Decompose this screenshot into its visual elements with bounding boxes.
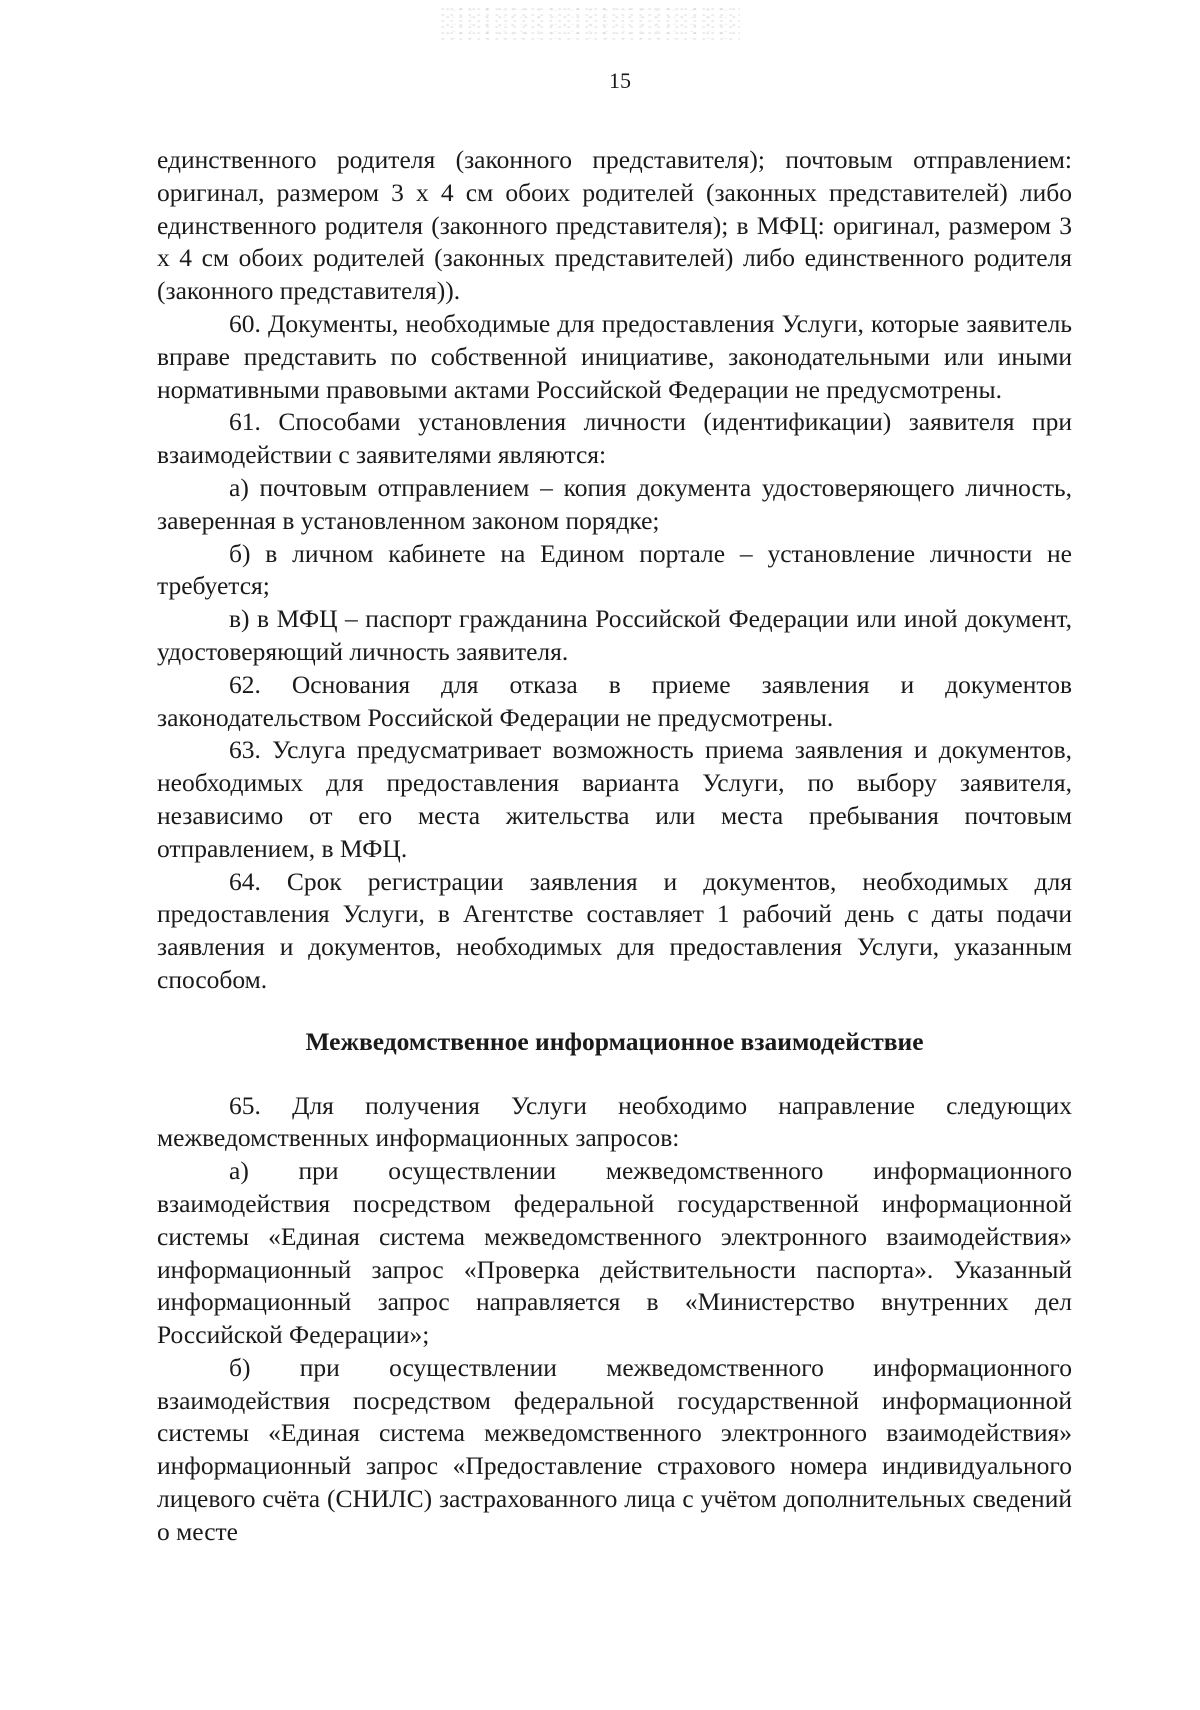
paragraph-65-b: б) при осуществлении межведомственного информационного взаимодействия посредством федеральной государственной информационной системы «Единая система межведомственного электронного взаимодействия» информационный запрос «Предоставление страхового номера индивидуального лицевого счёта (СНИЛС) застрахованного лица с учётом дополнительных сведений о месте (157, 1352, 1072, 1546)
paragraph-61-v: в) в МФЦ – паспорт гражданина Российской Федерации или иной документ, удостоверяющий личность заявителя. (157, 604, 1072, 666)
scan-noise-artifact (440, 6, 740, 40)
paragraph-60: 60. Документы, необходимые для предоставления Услуги, которые заявитель вправе представить по собственной инициативе, законодательными или иными нормативными правовыми актами Российской Федерации не предусмотрены. (157, 308, 1072, 404)
paragraph-63: 63. Услуга предусматривает возможность приема заявления и документов, необходимых для предоставления варианта Услуги, по выбору заявителя, независимо от его места жительства или места пребывания почтовым отправлением, в МФЦ. (157, 735, 1072, 863)
document-body (157, 144, 1072, 1549)
page-number: 15 (609, 68, 631, 93)
paragraph-61-b: б) в личном кабинете на Едином портале – установление личности не требуется; (157, 538, 1072, 601)
paragraph-65-a: а) при осуществлении межведомственного информационного взаимодействия посредством федеральной государственной информационной системы «Единая система межведомственного электронного взаимодействия» информационный запрос «Проверка действительности паспорта». Указанный информационный запрос направляется в «Министерство внутренних дел Российской Федерации»; (157, 1156, 1072, 1350)
section-heading: Межведомственное информационное взаимодействие (305, 1026, 924, 1056)
paragraph-61: 61. Способами установления личности (идентификации) заявителя при взаимодействии с заявителями являются: (157, 407, 1072, 470)
paragraph-64: 64. Срок регистрации заявления и документов, необходимых для предоставления Услуги, в Агентстве составляет 1 рабочий день с даты подачи заявления и документов, необходимых для предоставления Услуги, указанным способом. (157, 866, 1072, 994)
paragraph-65: 65. Для получения Услуги необходимо направление следующих межведомственных информационных запросов: (157, 1090, 1072, 1153)
paragraph-62: 62. Основания для отказа в приеме заявления и документов законодательством Российской Федерации не предусмотрены. (157, 669, 1072, 732)
paragraph-61-a: а) почтовым отправлением – копия документа удостоверяющего личность, заверенная в установленном законом порядке; (157, 472, 1072, 535)
paragraph-continuation: единственного родителя (законного представителя); почтовым отправлением: оригинал, размером 3 x 4 см обоих родителей (законных представителей) либо единственного родителя (законного представителя); в МФЦ: оригинал, размером 3 x 4 см обоих родителей (законных представителей) либо единственного родителя (законного представителя)). (157, 145, 1072, 306)
